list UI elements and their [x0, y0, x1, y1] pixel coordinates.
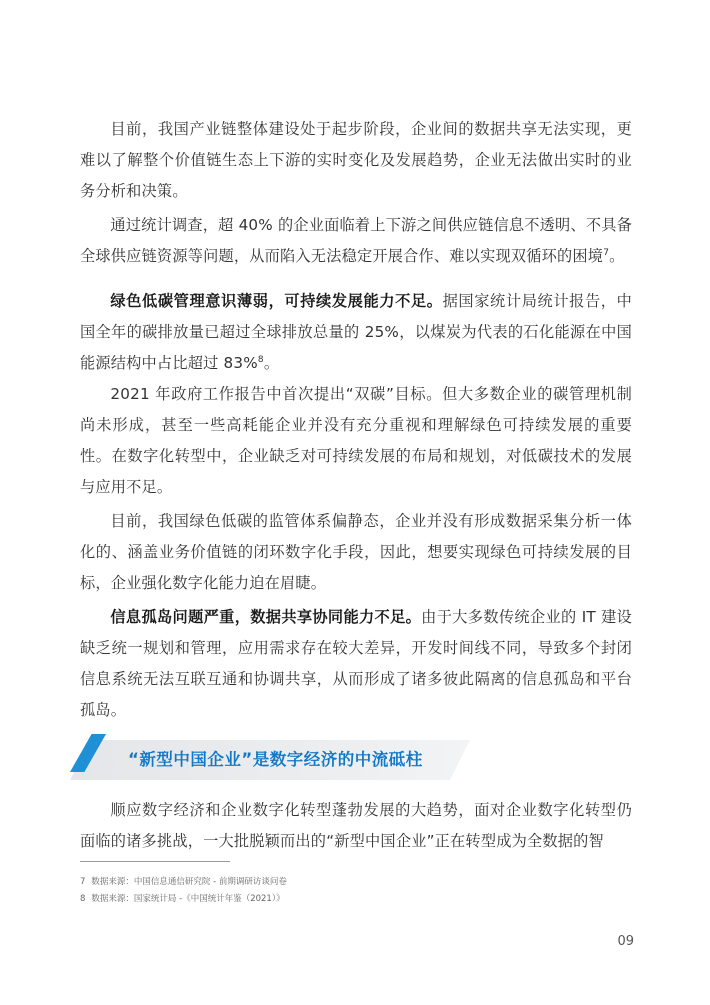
- paragraph-text: 目前，我国绿色低碳的监管体系偏静态，企业并没有形成数据采集分析一体化的、涵盖业务价值链的闭环数字化手段，因此，想要实现绿色可持续发展的目标，企业强化数字化能力迫在眉睫。: [80, 512, 632, 592]
- paragraph-bold-lead: 信息孤岛问题严重，数据共享协同能力不足。: [110, 608, 422, 626]
- paragraph-text: 通过统计调查，超 40% 的企业面临着上下游之间供应链信息不透明、不具备全球供应链资源等问题，从而陷入无法稳定开展合作、难以实现双循环的困境: [80, 216, 632, 265]
- paragraph-1: [80, 114, 632, 207]
- footnote-ref-7[interactable]: 7: [603, 247, 610, 258]
- paragraph-5: [80, 506, 632, 599]
- paragraph-text: 目前，我国产业链整体建设处于起步阶段，企业间的数据共享无法实现，更难以了解整个价值链生态上下游的实时变化及发展趋势，企业无法做出实时的业务分析和决策。: [80, 120, 632, 200]
- paragraph-4: [80, 379, 632, 503]
- paragraph-6: [80, 602, 632, 726]
- paragraph-text: 顺应数字经济和企业数字化转型蓬勃发展的大趋势，面对企业数字化转型仍面临的诸多挑战，一大批脱颖而出的“新型中国企业”正在转型成为全数据的智: [80, 801, 632, 850]
- footnote-divider: [80, 861, 230, 862]
- footnote-8: [80, 893, 285, 905]
- page-number: 09: [617, 934, 634, 949]
- footnote-text: 数据来源：国家统计局 -《中国统计年鉴（2021）》: [91, 894, 285, 904]
- paragraph-bold-lead: 绿色低碳管理意识薄弱，可持续发展能力不足。: [110, 292, 443, 310]
- section-heading-banner: [70, 740, 470, 780]
- section-title: “新型中国企业”是数字经济的中流砥柱: [128, 750, 423, 769]
- paragraph-7: [80, 795, 632, 857]
- paragraph-end: 。: [609, 247, 625, 265]
- paragraph-text: 据国家统计局统计报告，中国全年的碳排放量已超过全球排放总量的 25%，以煤炭为代表的石化能源在中国能源结构中占比超过 83%: [80, 292, 632, 372]
- paragraph-text: 由于大多数传统企业的 IT 建设缺乏统一规划和管理，应用需求存在较大差异，开发时间线不同，导致多个封闭信息系统无法互联互通和协调共享，从而形成了诸多彼此隔离的信息孤岛和平台孤岛。: [80, 608, 632, 719]
- footnote-text: 数据来源：中国信息通信研究院 - 前期调研访谈问卷: [91, 877, 287, 887]
- footnote-number: 7: [80, 877, 86, 887]
- footnote-ref-8[interactable]: 8: [257, 354, 264, 365]
- paragraph-3: [80, 286, 632, 379]
- footnote-7: [80, 876, 287, 888]
- paragraph-end: 。: [263, 354, 280, 372]
- footnote-number: 8: [80, 894, 86, 904]
- paragraph-2: [80, 210, 632, 272]
- paragraph-text: 2021 年政府工作报告中首次提出“双碳”目标。但大多数企业的碳管理机制尚未形成，甚至一些高耗能企业并没有充分重视和理解绿色可持续发展的重要性。在数字化转型中，企业缺乏对可持续发展的布局和规划，对低碳技术的发展与应用不足。: [80, 385, 632, 496]
